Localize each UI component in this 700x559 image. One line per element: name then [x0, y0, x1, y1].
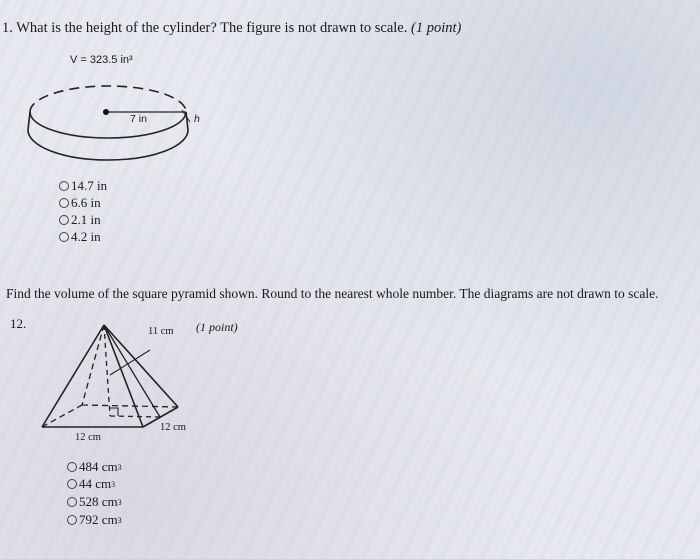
- radio-button[interactable]: [67, 479, 77, 489]
- choice-4-2[interactable]: 4.2 in: [59, 229, 101, 245]
- radio-button[interactable]: [67, 497, 77, 507]
- radio-button[interactable]: [59, 232, 69, 242]
- choice-14-7[interactable]: 14.7 in: [59, 178, 107, 194]
- choice-528[interactable]: 528 cm 3: [67, 494, 122, 510]
- choice-6-6[interactable]: 6.6 in: [59, 195, 101, 211]
- pyramid-side-label-right: 12 cm: [160, 422, 186, 433]
- points-label: (1 point): [411, 20, 462, 36]
- pyramid-side-label-bottom: 12 cm: [75, 432, 101, 443]
- question-12-number: 12.: [10, 316, 27, 331]
- radio-button[interactable]: [67, 462, 77, 472]
- height-label: h: [194, 113, 200, 125]
- volume-label: V = 323.5 in³: [70, 54, 133, 66]
- pyramid-diagram: [42, 325, 178, 427]
- choice-2-1[interactable]: 2.1 in: [59, 212, 101, 228]
- choice-44[interactable]: 44 cm 3: [67, 476, 115, 492]
- radio-button[interactable]: [59, 215, 69, 225]
- radio-button[interactable]: [59, 181, 69, 191]
- choice-792[interactable]: 792 cm 3: [67, 512, 122, 528]
- question-number: 1.: [2, 20, 13, 36]
- question-12-points: (1 point): [196, 320, 238, 334]
- radius-label: 7 in: [130, 113, 147, 125]
- radio-button[interactable]: [59, 198, 69, 208]
- question-text: What is the height of the cylinder? The figure is not drawn to scale.: [16, 20, 408, 36]
- choice-484[interactable]: 484 cm 3: [67, 459, 122, 475]
- pyramid-height-label: 11 cm: [148, 326, 174, 337]
- radio-button[interactable]: [67, 515, 77, 525]
- question-12-instruction: Find the volume of the square pyramid shown. Round to the nearest whole number. The diagrams are not drawn to scale.: [6, 286, 659, 301]
